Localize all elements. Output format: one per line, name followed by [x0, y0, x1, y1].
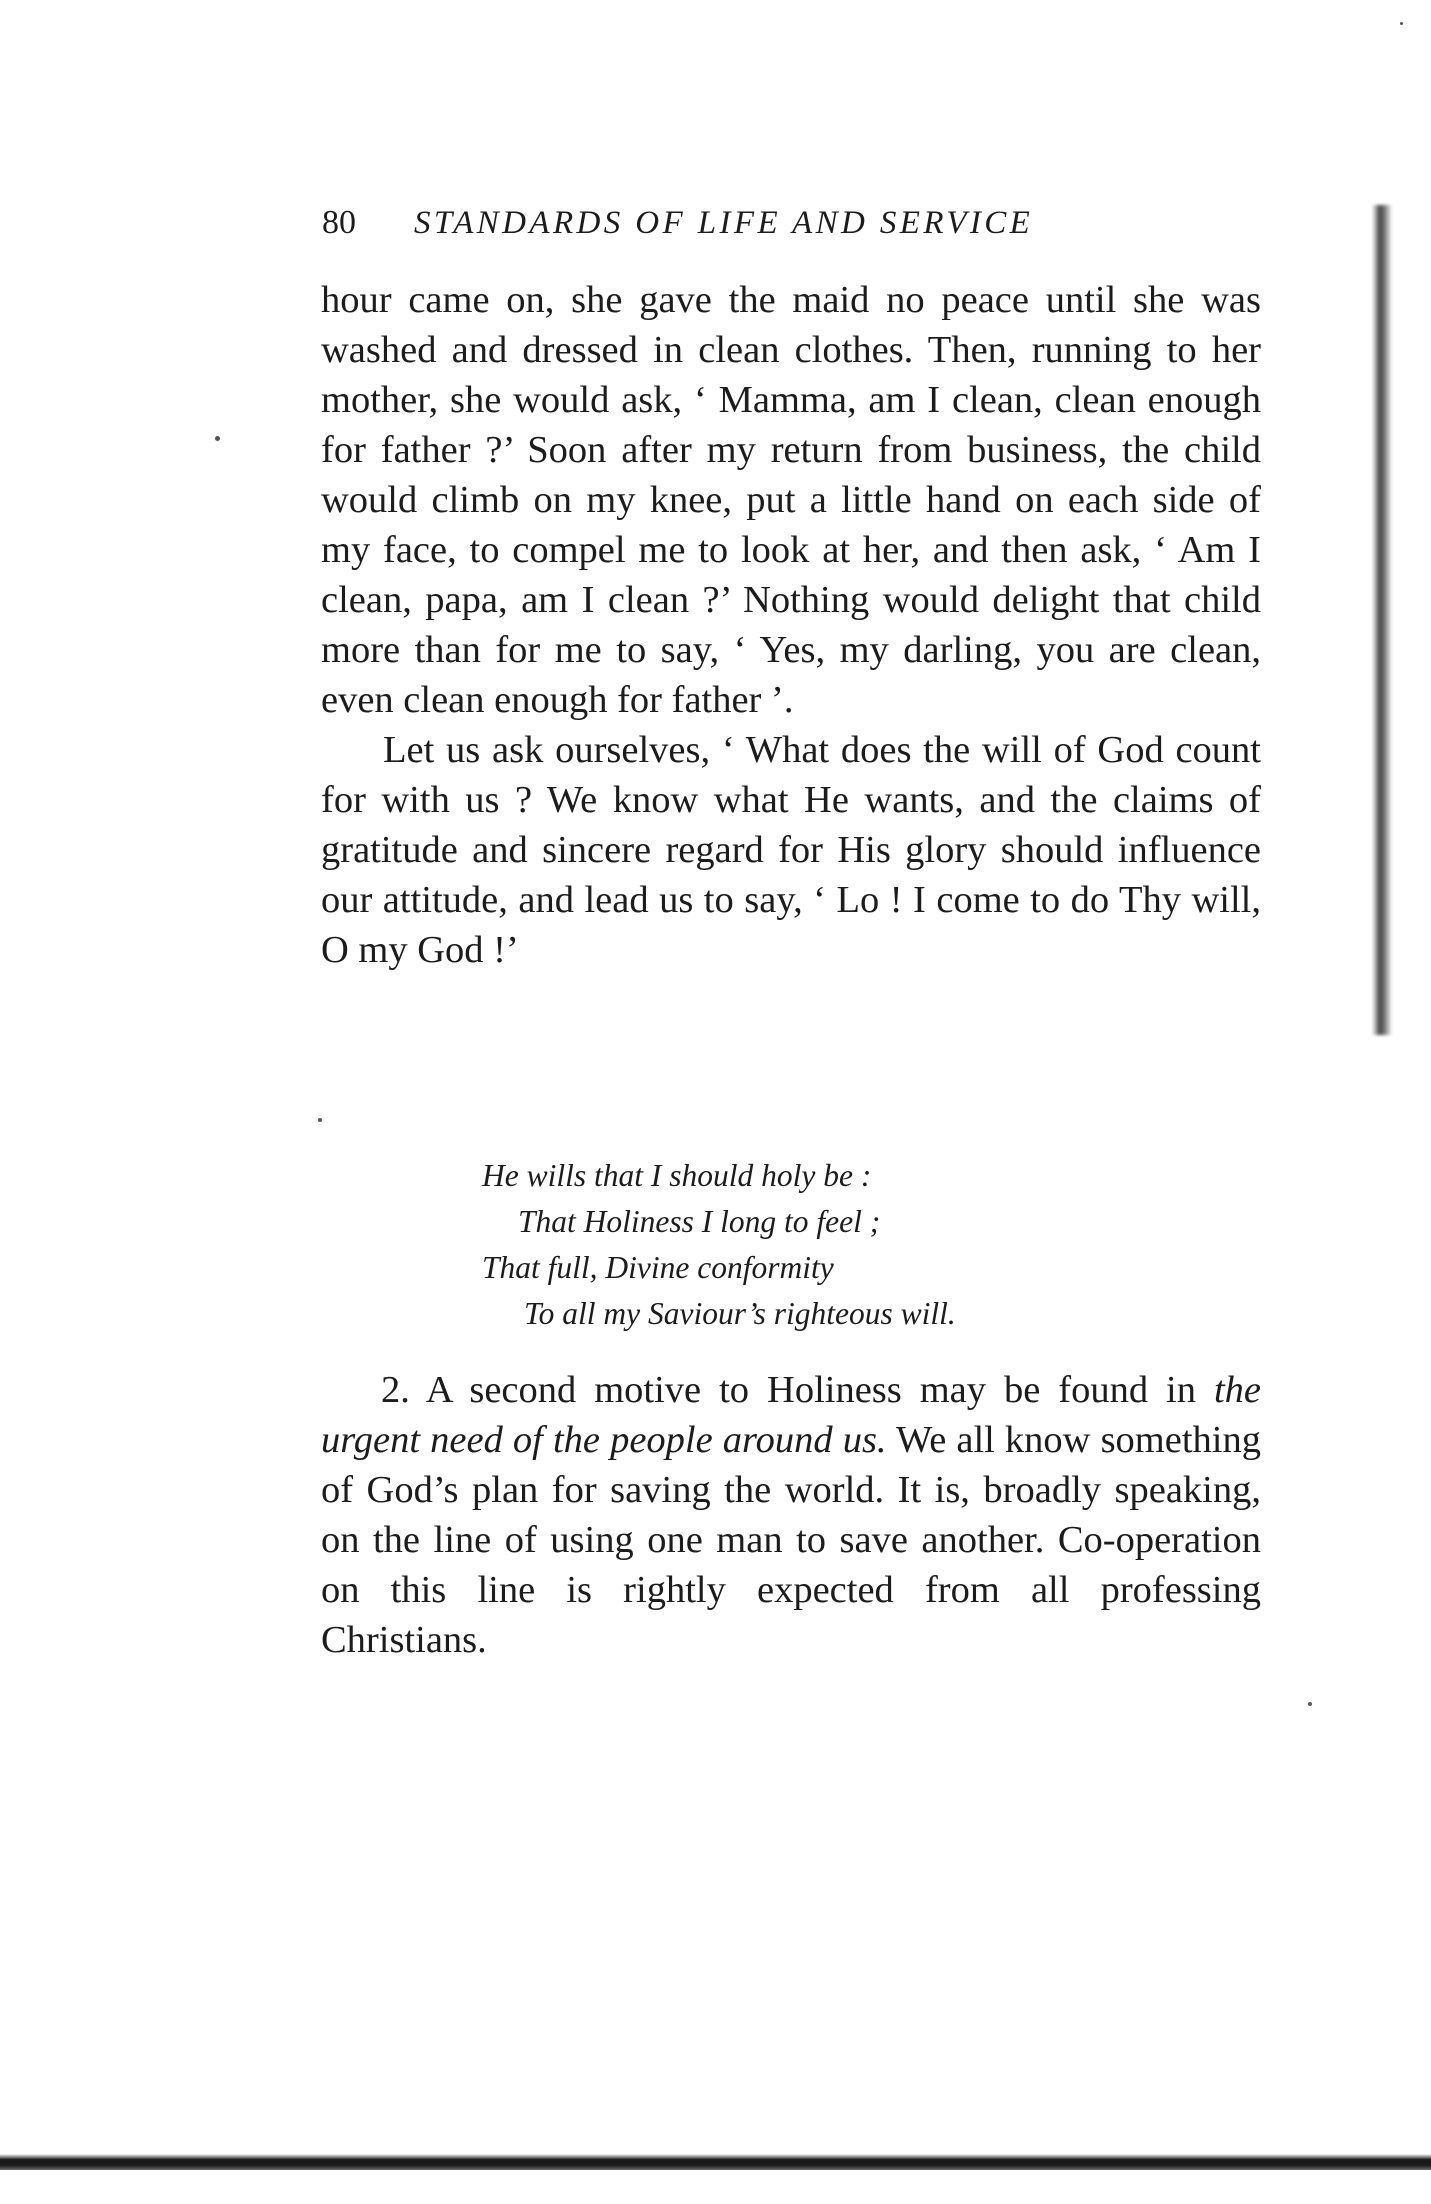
scan-speck — [1400, 22, 1403, 25]
binding-shadow — [1372, 205, 1392, 1035]
scan-edge-rule — [0, 2154, 1431, 2170]
body-text — [321, 275, 1261, 975]
page-number: 80 — [322, 204, 356, 241]
section-two-paragraph — [321, 1365, 1261, 1665]
section-two-rest: We all know something of God’s plan for saving the world. It is, broadly speaking, on the line of using one man to save another. Co-operation on this line is rightly expected from all professing Christians. — [321, 1419, 1261, 1661]
hymn-verse — [482, 1153, 1242, 1337]
paragraph-continued: hour came on, she gave the maid no peace until she was washed and dressed in clean clothes. Then, running to her mother, she would ask, ‘ Mamma, am I clean, clean enough for father ?’ Soon after my return from business, the child would climb on my knee, put a little hand on each side of my face, to compel me to look at her, and then ask, ‘ Am I clean, papa, am I clean ?’ Nothing would delight that child more than for me to say, ‘ Yes, my darling, you are clean, even clean enough for father ’. — [321, 279, 1261, 721]
verse-line-2: That Holiness I long to feel ; — [518, 1204, 881, 1239]
scan-speck — [318, 1118, 322, 1122]
section-two-emphasis: the urgent need of the people around us. — [321, 1369, 1261, 1461]
section-two-lead: A second motive to Holiness may be found in — [425, 1369, 1196, 1411]
running-head — [322, 200, 1262, 246]
scan-speck — [1308, 1702, 1312, 1706]
section-two — [321, 1365, 1261, 1665]
verse-line-4: To all my Saviour’s righteous will. — [524, 1296, 956, 1331]
section-number: 2. — [381, 1369, 410, 1411]
paragraph-will-of-god: Let us ask ourselves, ‘ What does the will of God count for with us ? We know what He wants, and the claims of gratitude and sincere regard for His glory should influence our attitude, and lead us to say, ‘ Lo ! I come to do Thy will, O my God !’ — [321, 729, 1261, 971]
running-title: STANDARDS OF LIFE AND SERVICE — [414, 205, 1034, 241]
verse-line-3: That full, Divine conformity — [482, 1250, 834, 1285]
verse-line-1: He wills that I should holy be : — [482, 1158, 872, 1193]
scan-speck — [215, 436, 220, 441]
